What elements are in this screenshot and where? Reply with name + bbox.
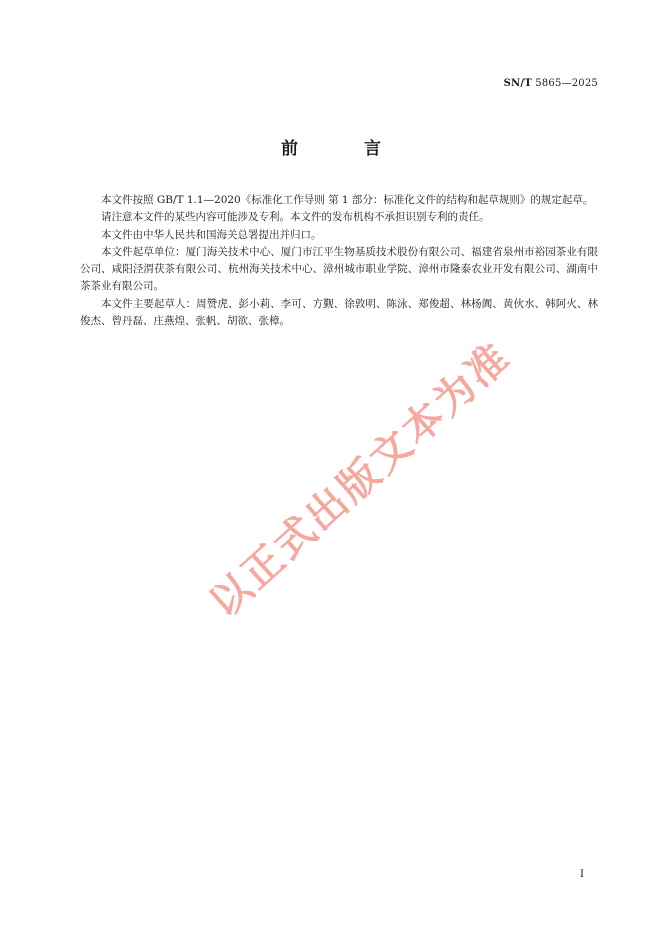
standard-code [504, 78, 598, 89]
standard-code-prefix: SN/T [503, 78, 532, 89]
watermark: 以正式出版文本为准 [201, 333, 520, 627]
paragraph-patent-notice: 请注意本文件的某些内容可能涉及专利。本文件的发布机构不承担识别专利的责任。 [101, 211, 490, 224]
paragraph-drafting-rules: 本文件按照 GB/T 1.1—2020《标准化工作导则 第 1 部分：标准化文件的结构和起草规则》的规定起草。 [101, 194, 594, 206]
standard-code-number: 5865—2025 [535, 78, 598, 89]
foreword-body [80, 192, 598, 330]
paragraph-drafting-units: 本文件起草单位：厦门海关技术中心、厦门市江平生物基质技术股份有限公司、福建省泉州市裕园茶业有限公司、咸阳泾渭茯茶有限公司、杭州海关技术中心、漳州城市职业学院、漳州市隆泰农业开发有限公司、湖南中茶茶业有限公司。 [80, 245, 598, 293]
paragraph-proposer: 本文件由中华人民共和国海关总署提出并归口。 [101, 228, 322, 241]
page-title: 前 言 [281, 139, 411, 159]
paragraph-drafters: 本文件主要起草人：周赞虎、彭小莉、李可、方觐、徐敦明、陈泳、郑俊超、林杨阗、黄伙水、韩阿火、林俊杰、曾丹磊、庄燕煌、张帆、胡欲、张樟。 [80, 297, 598, 328]
page-number: I [580, 869, 584, 880]
